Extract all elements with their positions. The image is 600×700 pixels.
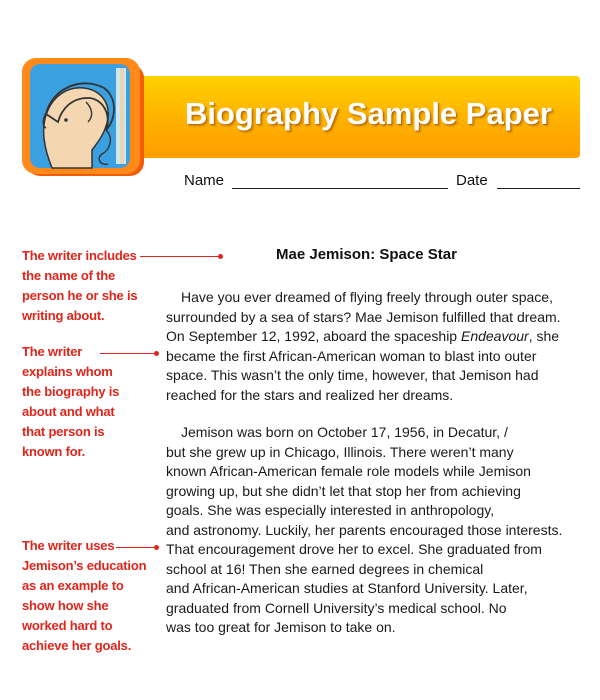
paragraph-1 [166,288,561,405]
text-line: goals. She was especially interested in anthropology, [166,502,495,518]
date-label: Date [456,172,488,189]
annotation-line: The writer includes [22,248,137,263]
annotation-line: The writer uses [22,538,115,553]
article-title: Mae Jemison: Space Star [276,246,457,263]
text-line: and African-American studies at Stanford University. Later, [166,580,528,596]
text-line: reached for the stars and realized her dreams. [166,386,454,403]
text-line: and astronomy. Luckily, her parents encouraged those interests. [166,521,563,538]
paragraph-2 [166,423,562,638]
text-line: That encouragement drove her to excel. She graduated from [166,541,542,557]
annotation-line: as an example to [22,578,124,593]
annotation-line: achieve her goals. [22,638,132,653]
page-title: Biography Sample Paper [185,96,552,131]
annotation-line: the biography is [22,384,120,399]
annotation-line: that person is [22,424,105,439]
text-line: On September 12, 1992, aboard the spaceship Endeavour, she [166,328,560,344]
annotation-line: explains whom [22,364,113,379]
book-woman-profile-icon [22,58,150,180]
text-line: Jemison was born on October 17, 1956, in Decatur, / [181,424,508,440]
annotation-topic [22,342,119,462]
annotation-line: the name of the [22,268,116,283]
annotation-name [22,246,137,326]
text-line: school at 16! Then she earned degrees in chemical [166,560,484,577]
annotation-line: person he or she is [22,288,138,303]
annotation-education [22,536,146,656]
annotation-pointer [116,547,156,548]
annotation-pointer [100,353,156,354]
annotation-pointer [140,256,220,257]
annotation-line: show how she [22,598,109,613]
text-line: known African-American female role models while Jemison [166,463,531,479]
annotation-line: Jemison’s education [22,558,147,573]
text-line: was too great for Jemison to take on. [166,619,396,635]
text-line: graduated from Cornell University’s medical school. No [166,599,507,616]
text-line: became the first African-American woman to blast into outer [166,347,537,364]
annotation-line: about and what [22,404,115,419]
text-line: surrounded by a sea of stars? Mae Jemison fulfilled that dream. [166,308,561,325]
annotation-line: The writer [22,344,83,359]
text-line: growing up, but she didn’t let that stop her from achieving [166,482,521,499]
text-line: Have you ever dreamed of flying freely through outer space, [181,289,553,305]
date-field[interactable] [497,188,580,189]
annotation-line: worked hard to [22,618,113,633]
annotation-line: known for. [22,444,86,459]
annotation-line: writing about. [22,308,105,323]
name-label: Name [184,172,225,189]
text-line: but she grew up in Chicago, Illinois. There weren’t many [166,443,514,460]
name-field[interactable] [232,188,448,189]
text-line: space. This wasn’t the only time, however, that Jemison had [166,367,539,383]
